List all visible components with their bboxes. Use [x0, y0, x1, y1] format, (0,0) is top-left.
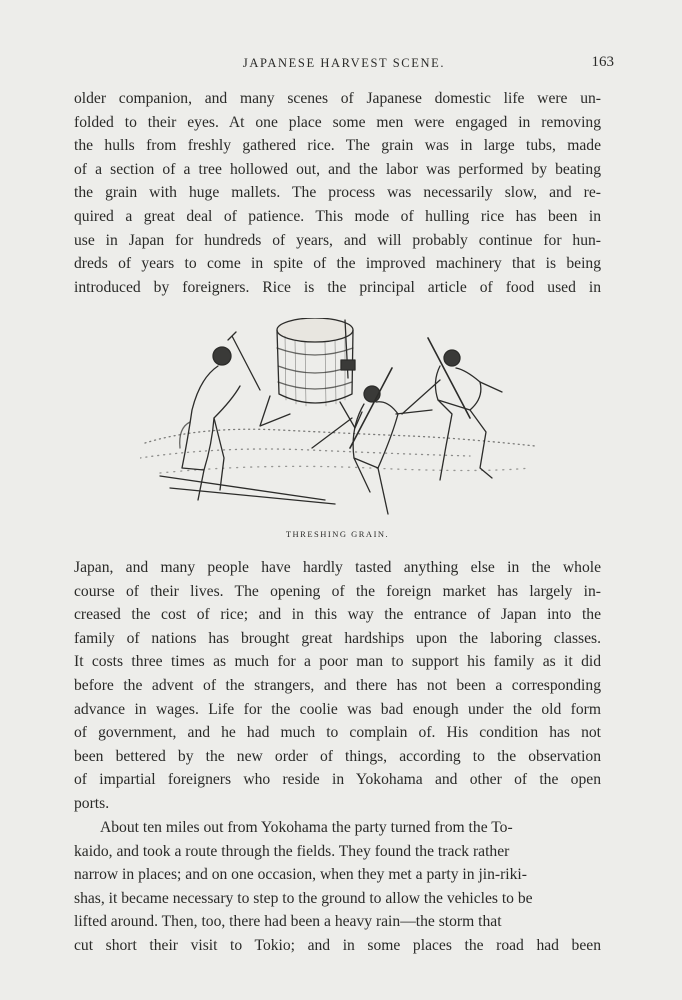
text-line: About ten miles out from Yokohama the party turned from the To-	[100, 819, 513, 836]
text-line: course of their lives. The opening of the foreign market has largely in-	[74, 582, 601, 600]
text-line: advance in wages. Life for the coolie was bad enough under the old form	[74, 700, 601, 718]
text-line: folded to their eyes. At one place some men were engaged in removing	[74, 113, 601, 131]
text-line: narrow in places; and on one occasion, when they met a party in jin-riki-	[74, 866, 527, 884]
text-line: dreds of years to come in spite of the improved machinery that is being	[74, 255, 601, 273]
text-line: use in Japan for hundreds of years, and will probably continue for hun-	[74, 231, 601, 249]
paragraph-1	[74, 87, 601, 299]
text-line: ports.	[74, 794, 110, 812]
text-line: of government, and he had much to complain of. His condition has not	[74, 724, 601, 742]
text-line: creased the cost of rice; and in this way the entrance of Japan into the	[74, 606, 601, 624]
text-line: kaido, and took a route through the fields. They found the track rather	[74, 842, 510, 860]
text-line: quired a great deal of patience. This mode of hulling rice has been in	[74, 207, 601, 225]
text-line: cut short their visit to Tokio; and in some places the road had been	[74, 936, 601, 954]
illustration-image	[140, 318, 540, 518]
page-number: 163	[591, 54, 614, 70]
figure-caption: THRESHING GRAIN.	[285, 529, 390, 539]
text-line: been bettered by the new order of things, according to the observation	[74, 747, 601, 765]
text-line: shas, it became necessary to step to the ground to allow the vehicles to be	[74, 889, 533, 907]
text-line: Japan, and many people have hardly tasted anything else in the whole	[74, 559, 601, 576]
paragraph-2	[74, 556, 601, 816]
running-title: JAPANESE HARVEST SCENE.	[242, 56, 446, 70]
text-line: the hulls from freshly gathered rice. The grain was in large tubs, made	[74, 137, 601, 155]
paragraph-3	[74, 816, 601, 958]
text-line: of impartial foreigners who reside in Yokohama and other of the open	[74, 771, 601, 789]
text-line: introduced by foreigners. Rice is the principal article of food used in	[74, 278, 601, 296]
text-line: family of nations has brought great hardships upon the laboring classes.	[74, 629, 601, 647]
page-header	[74, 56, 614, 78]
text-line: It costs three times as much for a poor man to support his family as it did	[74, 653, 601, 671]
text-line: the grain with huge mallets. The process was necessarily slow, and re-	[74, 184, 601, 202]
text-line: before the advent of the strangers, and there has not been a corresponding	[74, 676, 601, 694]
threshing-grain-illustration	[140, 318, 540, 518]
text-line: lifted around. Then, too, there had been a heavy rain—the storm that	[74, 913, 502, 931]
text-line: of a section of a tree hollowed out, and the labor was performed by beating	[74, 160, 601, 178]
text-line: older companion, and many scenes of Japanese domestic life were un-	[74, 90, 601, 107]
